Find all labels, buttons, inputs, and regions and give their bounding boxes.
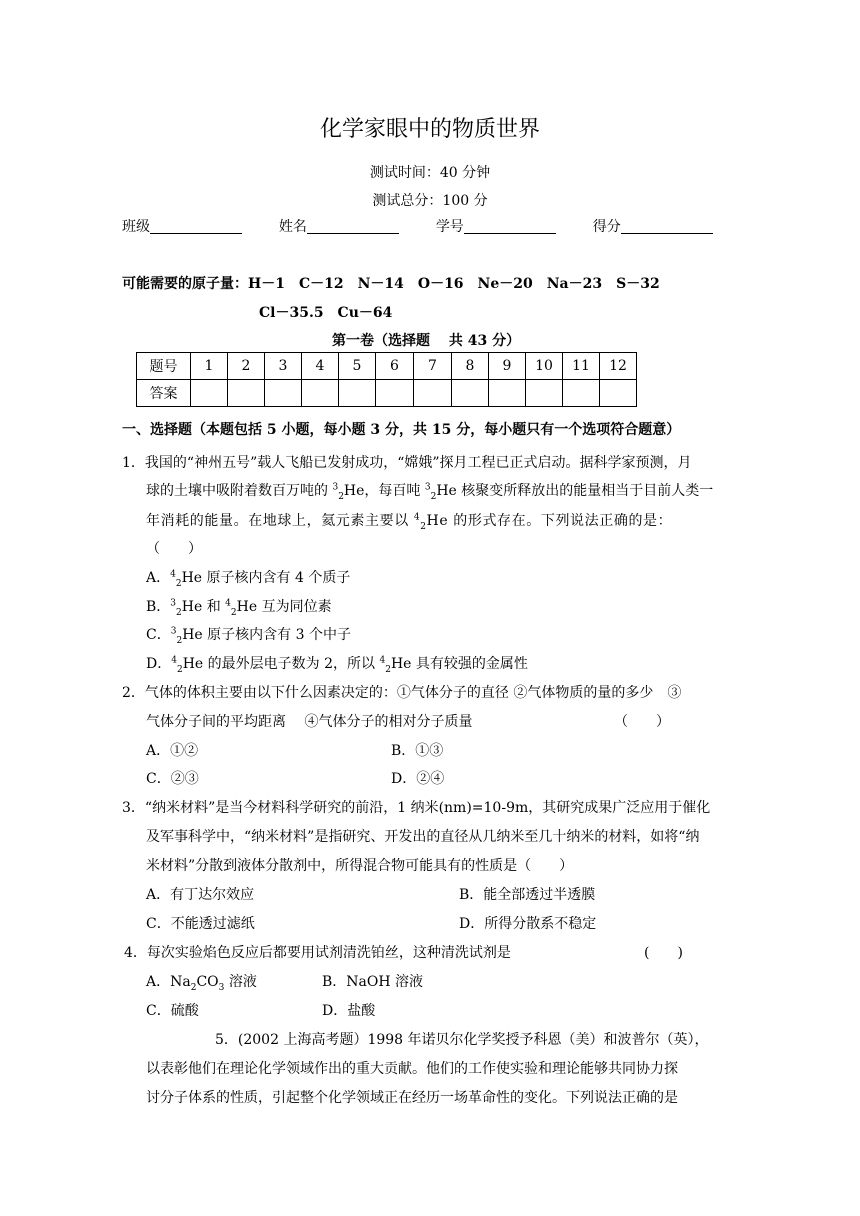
question-number-cell: 1 [191, 353, 228, 380]
class-label: 班级 [122, 219, 150, 235]
answer-cell[interactable] [265, 380, 302, 407]
score-blank [621, 219, 713, 234]
question-number-cell: 11 [563, 353, 600, 380]
q3-option-b[interactable]: B．能全部透过半透膜 [459, 887, 596, 903]
q4-option-b[interactable]: B．NaOH 溶液 [322, 974, 424, 990]
isotope-atomic-number: 2 [338, 491, 344, 502]
answer-cell[interactable] [376, 380, 414, 407]
answer-cell[interactable] [339, 380, 376, 407]
student-info-row [122, 219, 713, 234]
isotope-mass-number: 3 [332, 482, 339, 493]
q2-option-c[interactable]: C．②③ [146, 771, 199, 787]
answer-cell[interactable] [452, 380, 489, 407]
question-number-cell: 2 [228, 353, 265, 380]
q2-option-d[interactable]: D．②④ [391, 771, 445, 787]
q1-option-d[interactable]: D．$^4_2$He 的最外层电子数为 2，所以 $^4_2$He 具有较强的金属性 [146, 655, 528, 675]
atomic-masses-label: 可能需要的原子量： [122, 276, 248, 292]
question-number-cell: 8 [452, 353, 489, 380]
name-label: 姓名 [278, 219, 307, 235]
q1-option-a[interactable]: A．$^4_2$He 原子核内含有 4 个质子 [146, 569, 351, 589]
answer-table [136, 352, 637, 407]
isotope-atomic-number: 2 [420, 521, 427, 532]
question-number-cell: 6 [376, 353, 414, 380]
answer-cell[interactable] [600, 380, 637, 407]
answer-cell[interactable] [228, 380, 265, 407]
answer-cell[interactable] [489, 380, 526, 407]
q3-option-a[interactable]: A．有丁达尔效应 [146, 887, 255, 903]
student-id-label: 学号 [435, 219, 464, 235]
section-1-heading: 一、选择题（本题包括 5 小题，每小题 3 分，共 15 分，每小题只有一个选项符合题意） [122, 422, 681, 438]
class-blank [150, 219, 242, 234]
answer-table-answer-header: 答案 [137, 380, 191, 407]
q4-option-c[interactable]: C．硫酸 [146, 1003, 199, 1019]
atomic-masses-values-1: H－1 C－12 N－14 O－16 Ne－20 Na－23 S－32 [248, 276, 660, 292]
q1-option-c[interactable]: C．$^3_2$He 原子核内含有 3 个中子 [146, 626, 351, 646]
q1-line2: 球的土壤中吸附着数百万吨的 $^3_2$He，每百吨 $^3_2$He 核聚变所释放出的能量相当于目前人类一 [146, 482, 714, 502]
q3-option-d[interactable]: D．所得分散系不稳定 [459, 916, 597, 932]
q1-line1: 1．我国的“神州五号”载人飞船已发射成功，“嫦娥”探月工程已正式启动。据科学家预测，月 [122, 455, 692, 471]
isotope-mass-number: 3 [424, 482, 431, 493]
atomic-masses-values-2: Cl－35.5 Cu－64 [259, 305, 393, 321]
q3-line3: 米材料”分散到液体分散剂中，所得混合物可能具有的性质是（ ） [146, 858, 574, 874]
student-id-blank [464, 219, 556, 234]
answer-cell[interactable] [302, 380, 339, 407]
answer-cell[interactable] [563, 380, 600, 407]
q5-line1: 5．(2002 上海高考题）1998 年诺贝尔化学奖授予科恩（美）和波普尔（英）， [215, 1032, 709, 1048]
q3-line2: 及军事科学中，“纳米材料”是指研究、开发出的直径从几纳米至几十纳米的材料，如将“纳 [146, 829, 700, 845]
answer-cell[interactable] [414, 380, 452, 407]
answer-cell[interactable] [526, 380, 563, 407]
question-number-cell: 10 [526, 353, 563, 380]
question-number-cell: 7 [414, 353, 452, 380]
answer-table-number-row [137, 353, 637, 380]
q4-answer-paren: ( ) [644, 945, 683, 961]
q2-option-a[interactable]: A．①② [146, 743, 199, 759]
q2-answer-paren: （ ） [614, 714, 670, 730]
q4-option-d[interactable]: D．盐酸 [322, 1003, 376, 1019]
q3-line1: 3．“纳米材料”是当今材料科学研究的前沿，1 纳米(nm)=10-9m，其研究成果广泛应用于催化 [122, 800, 711, 816]
q2-line2: 气体分子间的平均距离 ④气体分子的相对分子质量 [146, 714, 473, 730]
q3-option-c[interactable]: C．不能透过滤纸 [146, 916, 255, 932]
name-blank [307, 219, 399, 234]
question-number-cell: 3 [265, 353, 302, 380]
isotope-mass-number: 4 [413, 512, 421, 523]
q2-line1: 2．气体的体积主要由以下什么因素决定的：①气体分子的直径 ②气体物质的量的多少 ③ [122, 685, 682, 701]
q5-line3: 讨分子体系的性质，引起整个化学领域正在经历一场革命性的变化。下列说法正确的是 [146, 1090, 678, 1106]
q2-option-b[interactable]: B．①③ [391, 743, 444, 759]
q1-line3: 年消耗的能量。在地球上，氦元素主要以 $^4_2$He 的形式存在。下列说法正确的是： [146, 512, 673, 532]
score-label: 得分 [592, 219, 621, 235]
q1-answer-paren: （ ） [146, 541, 202, 557]
test-total: 测试总分：100 分 [372, 193, 488, 209]
test-time: 测试时间：40 分钟 [369, 165, 491, 181]
answer-cell[interactable] [191, 380, 228, 407]
question-number-cell: 12 [600, 353, 637, 380]
atomic-masses-line1 [122, 277, 660, 291]
question-number-cell: 5 [339, 353, 376, 380]
answer-table-number-header: 题号 [137, 353, 191, 380]
question-number-cell: 9 [489, 353, 526, 380]
q1-option-b[interactable]: B．$^3_2$He 和 $^4_2$He 互为同位素 [146, 598, 332, 618]
page-title: 化学家眼中的物质世界 [319, 117, 540, 142]
q4-line1: 4．每次实验焰色反应后都要用试剂清洗铂丝，这种清洗试剂是 [124, 945, 511, 961]
q4-option-a[interactable]: A．$Na_2CO_3$ 溶液 [146, 974, 257, 993]
volume-title: 第一卷（选择题 共 43 分） [332, 333, 521, 349]
answer-table-answer-row [137, 380, 637, 407]
isotope-atomic-number: 2 [430, 491, 437, 502]
question-number-cell: 4 [302, 353, 339, 380]
q5-line2: 以表彰他们在理论化学领域作出的重大贡献。他们的工作使实验和理论能够共同协力探 [146, 1061, 678, 1077]
